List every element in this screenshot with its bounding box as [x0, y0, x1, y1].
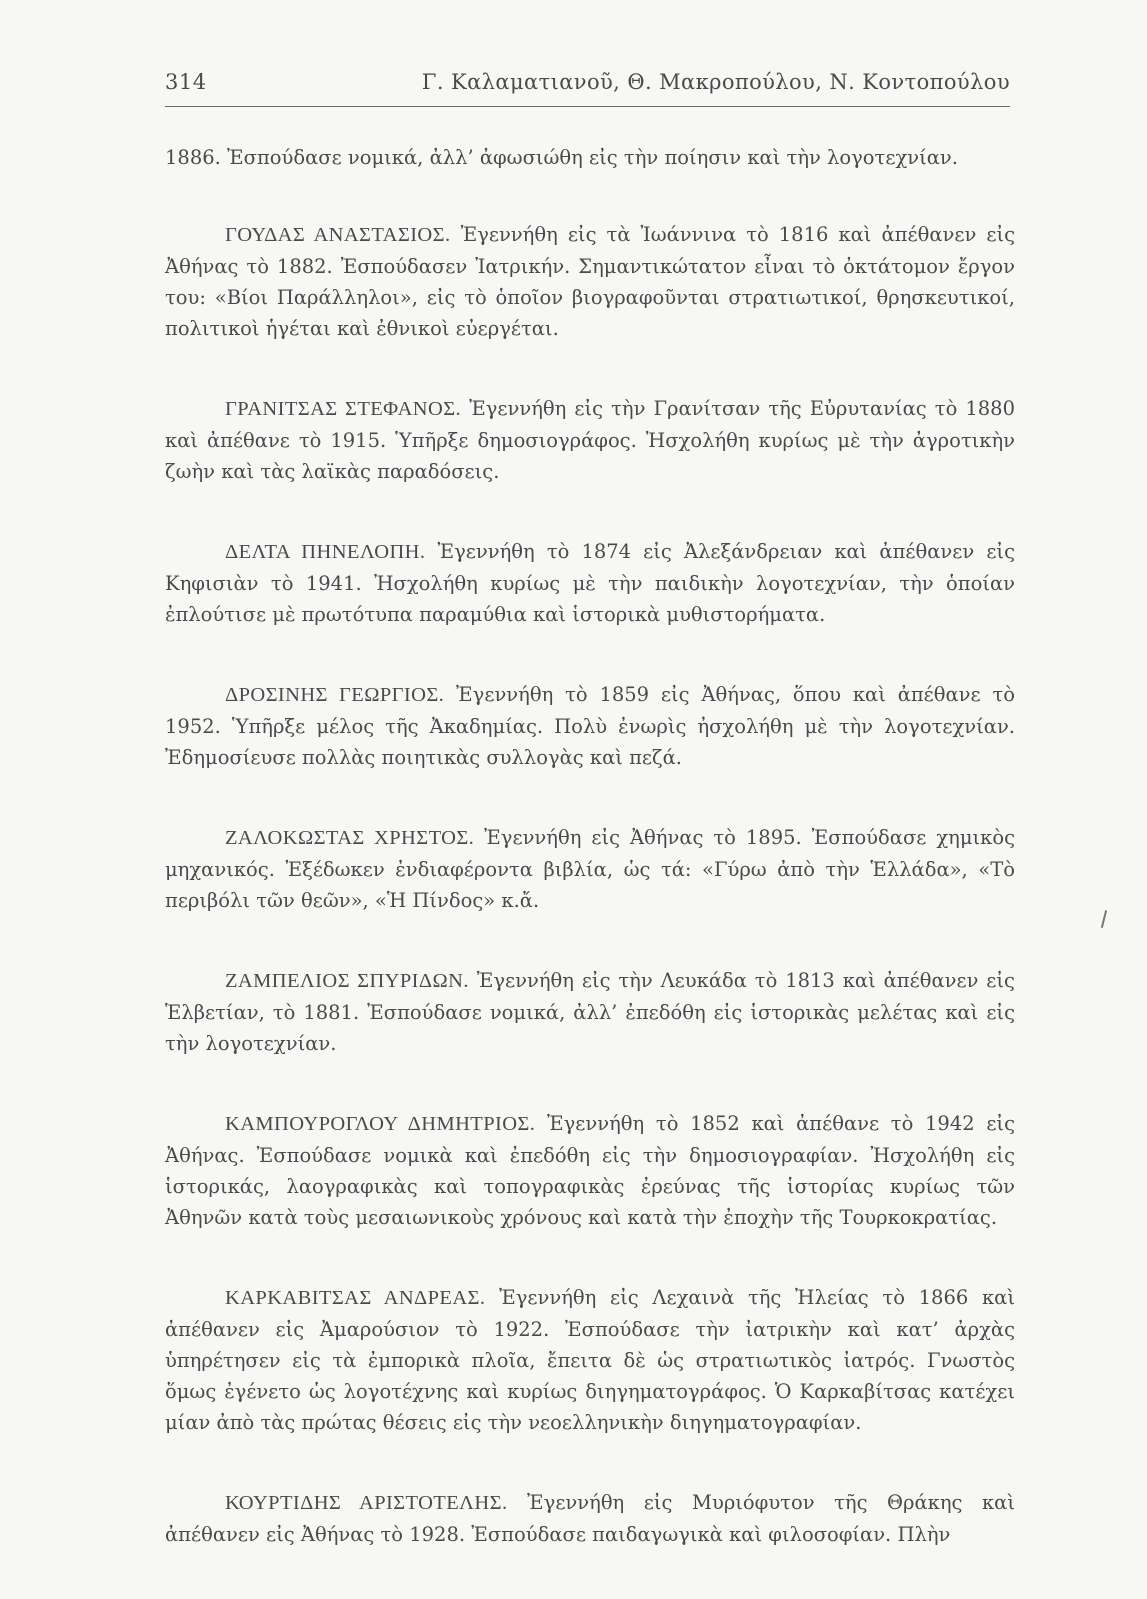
entry-kampouroglou	[165, 1108, 1015, 1233]
entry-name: ΔΡΟΣΙΝΗΣ ΓΕΩΡΓΙΟΣ.	[225, 684, 445, 706]
entry-text: Ἐγεννήθη εἰς τὴν Λευκάδα τὸ 1813 καὶ ἀπέθανεν εἰς Ἑλβετίαν, τὸ 1881. Ἐσπούδασε νομικά, ἀλλ’ ἐπεδόθη εἰς ἱστορικὰς μελέτας καὶ εἰς τὴν λογοτεχνίαν.	[165, 969, 1015, 1055]
page-body	[165, 142, 1015, 1599]
entry-name: ΖΑΜΠΕΛΙΟΣ ΣΠΥΡΙΔΩΝ.	[225, 970, 469, 992]
entry-granitsas	[165, 393, 1015, 487]
entry-drosinis	[165, 679, 1015, 773]
entry-name: ΓΟΥΔΑΣ ΑΝΑΣΤΑΣΙΟΣ.	[225, 224, 451, 246]
page-number: 314	[165, 70, 207, 94]
entry-name: ΓΡΑΝΙΤΣΑΣ ΣΤΕΦΑΝΟΣ.	[225, 398, 462, 420]
entry-text: Ἐγεννήθη τὸ 1852 καὶ ἀπέθανε τὸ 1942 εἰς Ἀθήνας. Ἐσπούδασε νομικὰ καὶ ἐπεδόθη εἰς τὴν δημοσιογραφίαν. Ἠσχολήθη εἰς ἱστορικάς, λαογραφικὰς καὶ τοπογραφικὰς ἐρεύνας τῆς ἱστορίας κυρίως τῶν Ἀθηνῶν κατὰ τοὺς μεσαιωνικοὺς χρόνους καὶ κατὰ τὴν ἐποχὴν τῆς Τουρκοκρατίας.	[165, 1112, 1015, 1229]
entry-text: Ἐγεννήθη εἰς Ἀθήνας τὸ 1895. Ἐσπούδασε χημικὸς μηχανικός. Ἐξέδωκεν ἐνδιαφέροντα βιβλία, ὡς τά: «Γύρω ἀπὸ τὴν Ἑλλάδα», «Τὸ περιβόλι τῶν θεῶν», «Ἡ Πίνδος» κ.ἄ.	[165, 826, 1015, 912]
entry-text: Ἐγεννήθη εἰς τὰ Ἰωάννινα τὸ 1816 καὶ ἀπέθανεν εἰς Ἀθήνας τὸ 1882. Ἐσπούδασεν Ἰατρικήν. Σημαντικώτατον εἶναι τὸ ὀκτάτομον ἔργον του: «Βίοι Παράλληλοι», εἰς τὸ ὁποῖον βιογραφοῦνται στρατιωτικοί, θρησκευτικοί, πολιτικοὶ ἡγέται καὶ ἐθνικοὶ εὐεργέται.	[165, 223, 1016, 340]
entry-name: ΚΟΥΡΤΙΔΗΣ ΑΡΙΣΤΟΤΕΛΗΣ.	[225, 1492, 508, 1514]
entry-name: ΚΑΡΚΑΒΙΤΣΑΣ ΑΝΔΡΕΑΣ.	[225, 1287, 486, 1309]
entry-delta	[165, 536, 1015, 630]
page-header	[165, 70, 1010, 107]
entry-karkavitsas	[165, 1282, 1015, 1438]
entry-zalokostas	[165, 822, 1015, 916]
entry-goudas	[165, 219, 1015, 344]
entry-name: ΖΑΛΟΚΩΣΤΑΣ ΧΡΗΣΤΟΣ.	[225, 827, 475, 849]
entry-name: ΚΑΜΠΟΥΡΟΓΛΟΥ ΔΗΜΗΤΡΙΟΣ.	[225, 1113, 536, 1135]
entry-text: Ἐγεννήθη εἰς Μυριόφυτον τῆς Θράκης καὶ ἀπέθανεν εἰς Ἀθήνας τὸ 1928. Ἐσπούδασε παιδαγωγικὰ καὶ φιλοσοφίαν. Πλὴν	[165, 1491, 1015, 1546]
entry-text: Ἐγεννήθη τὸ 1859 εἰς Ἀθήνας, ὅπου καὶ ἀπέθανε τὸ 1952. Ὑπῆρξε μέλος τῆς Ἀκαδημίας. Πολὺ ἐνωρὶς ἠσχολήθη μὲ τὴν λογοτεχνίαν. Ἐδημοσίευσε πολλὰς ποιητικὰς συλλογὰς καὶ πεζά.	[165, 683, 1016, 769]
entry-zampelios	[165, 965, 1015, 1059]
entry-text: 1886. Ἐσπούδασε νομικά, ἀλλ’ ἀφωσιώθη εἰς τὴν ποίησιν καὶ τὴν λογοτεχνίαν.	[165, 146, 958, 169]
entry-text: Ἐγεννήθη τὸ 1874 εἰς Ἀλεξάνδρειαν καὶ ἀπέθανεν εἰς Κηφισιὰν τὸ 1941. Ἠσχολήθη κυρίως μὲ τὴν παιδικὴν λογοτεχνίαν, τὴν ὁποίαν ἐπλούτισε μὲ πρωτότυπα παραμύθια καὶ ἱστορικὰ μυθιστορήματα.	[165, 540, 1015, 626]
entry-text: Ἐγεννήθη εἰς Λεχαινὰ τῆς Ἠλείας τὸ 1866 καὶ ἀπέθανεν εἰς Ἀμαρούσιον τὸ 1922. Ἐσπούδασε τὴν ἰατρικὴν καὶ κατ’ ἀρχὰς ὑπηρέτησεν εἰς τὰ ἐμπορικὰ πλοῖα, ἔπειτα δὲ ὡς στρατιωτικὸς ἰατρός. Γνωστὸς ὅμως ἐγένετο ὡς λογοτέχνης καὶ κυρίως διηγηματογράφος. Ὁ Καρκαβίτσας κατέχει μίαν ἀπὸ τὰς πρώτας θέσεις εἰς τὴν νεοελληνικὴν διηγηματογραφίαν.	[165, 1286, 1015, 1434]
entry-name: ΔΕΛΤΑ ΠΗΝΕΛΟΠΗ.	[225, 541, 426, 563]
margin-mark	[1101, 910, 1107, 928]
entry-continued	[165, 142, 1015, 173]
entry-text: Ἐγεννήθη εἰς τὴν Γρανίτσαν τῆς Εὐρυτανίας τὸ 1880 καὶ ἀπέθανε τὸ 1915. Ὑπῆρξε δημοσιογράφος. Ἠσχολήθη κυρίως μὲ τὴν ἀγροτικὴν ζωὴν καὶ τὰς λαϊκὰς παραδόσεις.	[165, 397, 1015, 483]
running-head: Γ. Καλαματιανοῦ, Θ. Μακροπούλου, Ν. Κοντοπούλου	[421, 70, 1010, 94]
entry-kourtidis	[165, 1487, 1015, 1550]
